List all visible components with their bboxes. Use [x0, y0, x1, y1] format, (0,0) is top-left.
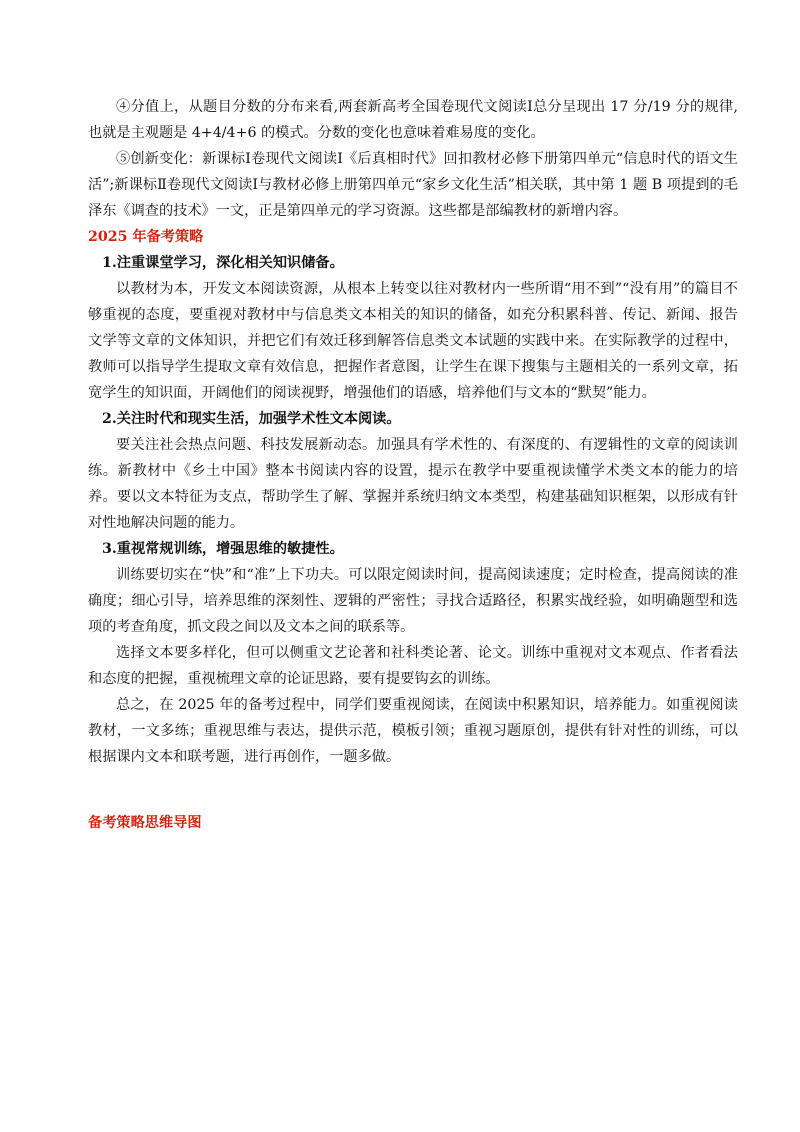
section-2-title: 2.关注时代和现实生活，加强学术性文本阅读。	[102, 411, 401, 427]
section-3-text-2: 选择文本要多样化，但可以侧重文艺论著和社科类论著、论文。训练中重视对文本观点、作者看法和态度的把握，重视梳理文章的论证思路，要有提要钩玄的训练。	[88, 645, 738, 687]
section-3-title: 3.重视常规训练，增强思维的敏捷性。	[102, 541, 344, 557]
strategy-heading: 2025 年备考策略	[88, 229, 204, 245]
section-2-text: 要关注社会热点问题、科技发展新动态。加强具有学术性的、有深度的、有逻辑性的文章的阅读训练。新教材中《乡土中国》整本书阅读内容的设置，提示在教学中要重视读懂学术类文本的能力的培养。要以文本特征为支点，帮助学生了解、掌握并系统归纳文本类型，构建基础知识框架，以形成有针对性地解决问题的能力。	[88, 437, 738, 531]
paragraph-score-distribution: ④分值上，从题目分数的分布来看,两套新高考全国卷现代文阅读Ⅰ总分呈现出 17 分/19 分的规律,也就是主观题是 4+4/4+6 的模式。分数的变化也意味着难易度的变化。	[88, 99, 738, 141]
conclusion-paragraph: 总之，在 2025 年的备考过程中，同学们要重视阅读，在阅读中积累知识，培养能力。如重视阅读教材，一文多练；重视思维与表达，提供示范，模板引领；重视习题原创，提供有针对性的训练，可以根据课内文本和联考题，进行再创作，一题多做。	[88, 697, 738, 765]
section-1-text: 以教材为本，开发文本阅读资源，从根本上转变以往对教材内一些所谓“用不到”“没有用”的篇目不够重视的态度，要重视对教材中与信息类文本相关的知识的储备，如充分积累科普、传记、新闻、报告文学等文章的文体知识，并把它们有效迁移到解答信息类文本试题的实践中来。在实际教学的过程中，教师可以指导学生提取文章有效信息，把握作者意图，让学生在课下搜集与主题相关的一系列文章，拓宽学生的知识面，开阔他们的阅读视野，增强他们的语感，培养他们与文本的“默契”能力。	[88, 281, 738, 401]
paragraph-innovation: ⑤创新变化：新课标Ⅰ卷现代文阅读Ⅰ《后真相时代》回扣教材必修下册第四单元“信息时代的语文生活”;新课标Ⅱ卷现代文阅读Ⅰ与教材必修上册第四单元“家乡文化生活”相关联，其中第 1 题 B 项提到的毛泽东《调查的技术》一文，正是第四单元的学习资源。这些都是部编教材的新增内容。	[88, 151, 738, 219]
document-content	[88, 94, 738, 836]
section-3-text-1: 训练要切实在“快”和“准”上下功夫。可以限定阅读时间，提高阅读速度；定时检查，提高阅读的准确度；细心引导，培养思维的深刻性、逻辑的严密性；寻找合适路径，积累实战经验，如明确题型和选项的考查角度，抓文段之间以及文本之间的联系等。	[88, 567, 738, 635]
section-1-title: 1.注重课堂学习，深化相关知识储备。	[102, 255, 344, 271]
mindmap-heading: 备考策略思维导图	[88, 815, 202, 831]
